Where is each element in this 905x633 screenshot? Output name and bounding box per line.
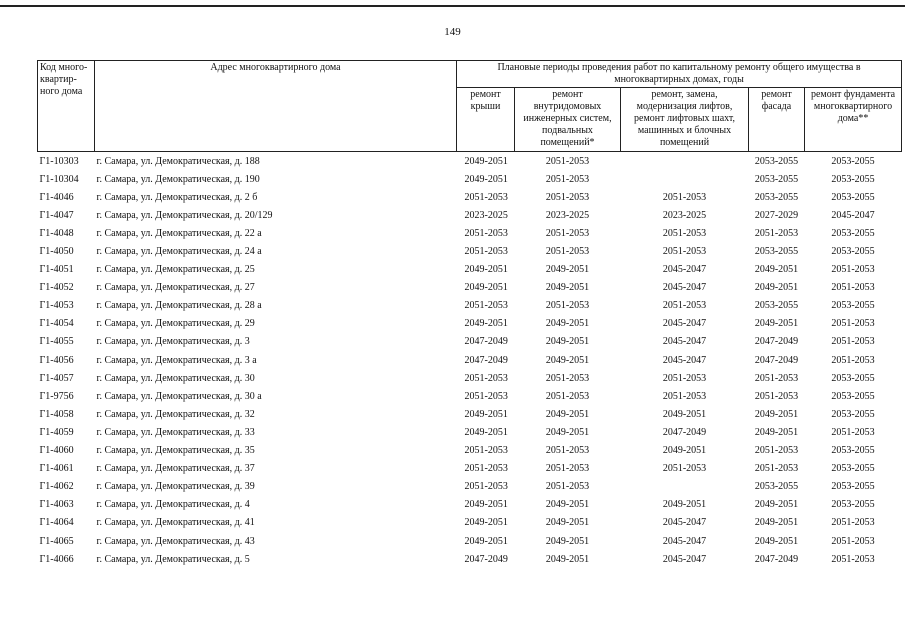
house-code-cell: Г1-10303 bbox=[39, 155, 79, 167]
header-elevator-repair: ремонт, замена, модернизация лифтов, ремонт лифтовых шахт, машинных и блочных помещений bbox=[621, 88, 749, 152]
facade-period-cell: 2051-2053 bbox=[754, 463, 799, 475]
facade-period-cell: 2047-2049 bbox=[754, 553, 799, 565]
table-row bbox=[38, 405, 902, 423]
table-row bbox=[38, 152, 902, 171]
elevator-period-cell: 2045-2047 bbox=[662, 282, 707, 294]
internal-systems-period-cell: 2049-2051 bbox=[545, 517, 590, 529]
table-row bbox=[38, 333, 902, 351]
elevator-period-cell: 2051-2053 bbox=[662, 227, 707, 239]
house-code-cell: Г1-4064 bbox=[39, 517, 74, 529]
foundation-period-cell: 2053-2055 bbox=[831, 372, 875, 384]
address-cell: г. Самара, ул. Демократическая, д. 39 bbox=[96, 481, 255, 493]
top-rule bbox=[0, 5, 905, 7]
house-code-cell: Г1-4051 bbox=[39, 264, 74, 276]
foundation-period-cell: 2053-2055 bbox=[831, 408, 875, 420]
house-code-cell: Г1-4050 bbox=[39, 246, 74, 258]
house-code-cell: Г1-4047 bbox=[39, 209, 74, 221]
roof-period-cell: 2049-2051 bbox=[464, 318, 508, 330]
table-body bbox=[38, 152, 902, 569]
roof-period-cell: 2051-2053 bbox=[464, 463, 508, 475]
address-cell: г. Самара, ул. Демократическая, д. 24 а bbox=[96, 246, 262, 258]
header-planned-periods: Плановые периоды проведения работ по капитальному ремонту общего имущества в многоквартирных домах, годы bbox=[457, 61, 902, 88]
elevator-period-cell bbox=[621, 170, 749, 188]
internal-systems-period-cell: 2051-2053 bbox=[545, 481, 590, 493]
address-cell: г. Самара, ул. Демократическая, д. 22 а bbox=[96, 227, 262, 239]
house-code-cell: Г1-4053 bbox=[39, 300, 74, 312]
internal-systems-period-cell: 2049-2051 bbox=[545, 535, 590, 547]
foundation-period-cell: 2053-2055 bbox=[831, 445, 875, 457]
facade-period-cell: 2051-2053 bbox=[754, 445, 799, 457]
foundation-period-cell: 2045-2047 bbox=[831, 209, 875, 221]
elevator-period-cell: 2051-2053 bbox=[662, 390, 707, 402]
facade-period-cell: 2051-2053 bbox=[754, 227, 799, 239]
facade-period-cell: 2027-2029 bbox=[754, 209, 799, 221]
internal-systems-period-cell: 2023-2025 bbox=[545, 209, 590, 221]
elevator-period-cell bbox=[621, 152, 749, 171]
roof-period-cell: 2051-2053 bbox=[464, 390, 508, 402]
facade-period-cell: 2051-2053 bbox=[754, 390, 799, 402]
table-row bbox=[38, 532, 902, 550]
internal-systems-period-cell: 2051-2053 bbox=[545, 372, 590, 384]
elevator-period-cell: 2047-2049 bbox=[662, 426, 707, 438]
facade-period-cell: 2053-2055 bbox=[754, 173, 799, 185]
foundation-period-cell: 2051-2053 bbox=[831, 535, 875, 547]
table-row bbox=[38, 315, 902, 333]
house-code-cell: Г1-4052 bbox=[39, 282, 74, 294]
roof-period-cell: 2049-2051 bbox=[464, 282, 508, 294]
address-cell: г. Самара, ул. Демократическая, д. 20/129 bbox=[96, 209, 273, 221]
internal-systems-period-cell: 2049-2051 bbox=[545, 408, 590, 420]
facade-period-cell: 2053-2055 bbox=[754, 481, 799, 493]
facade-period-cell: 2049-2051 bbox=[754, 318, 799, 330]
foundation-period-cell: 2053-2055 bbox=[831, 155, 875, 167]
house-code-cell: Г1-10304 bbox=[39, 173, 79, 185]
table-row bbox=[38, 423, 902, 441]
table-row bbox=[38, 550, 902, 568]
facade-period-cell: 2051-2053 bbox=[754, 372, 799, 384]
internal-systems-period-cell: 2049-2051 bbox=[545, 336, 590, 348]
address-cell: г. Самара, ул. Демократическая, д. 41 bbox=[96, 517, 255, 529]
address-cell: г. Самара, ул. Демократическая, д. 5 bbox=[96, 553, 250, 565]
facade-period-cell: 2053-2055 bbox=[754, 246, 799, 258]
address-cell: г. Самара, ул. Демократическая, д. 2 б bbox=[96, 191, 258, 203]
address-cell: г. Самара, ул. Демократическая, д. 43 bbox=[96, 535, 255, 547]
foundation-period-cell: 2053-2055 bbox=[831, 246, 875, 258]
internal-systems-period-cell: 2049-2051 bbox=[545, 426, 590, 438]
facade-period-cell: 2047-2049 bbox=[754, 336, 799, 348]
header-roof-repair: ремонт крыши bbox=[457, 88, 515, 152]
internal-systems-period-cell: 2049-2051 bbox=[545, 553, 590, 565]
internal-systems-period-cell: 2049-2051 bbox=[545, 282, 590, 294]
table-row bbox=[38, 351, 902, 369]
foundation-period-cell: 2053-2055 bbox=[831, 191, 875, 203]
address-cell: г. Самара, ул. Демократическая, д. 37 bbox=[96, 463, 255, 475]
elevator-period-cell: 2049-2051 bbox=[662, 445, 707, 457]
internal-systems-period-cell: 2051-2053 bbox=[545, 191, 590, 203]
foundation-period-cell: 2051-2053 bbox=[831, 426, 875, 438]
house-code-cell: Г1-4046 bbox=[39, 191, 74, 203]
facade-period-cell: 2053-2055 bbox=[754, 155, 799, 167]
facade-period-cell: 2053-2055 bbox=[754, 300, 799, 312]
table-row bbox=[38, 188, 902, 206]
elevator-period-cell: 2045-2047 bbox=[662, 553, 707, 565]
house-code-cell: Г1-4058 bbox=[39, 408, 74, 420]
header-facade-repair: ремонт фасада bbox=[749, 88, 805, 152]
foundation-period-cell: 2051-2053 bbox=[831, 264, 875, 276]
address-cell: г. Самара, ул. Демократическая, д. 190 bbox=[96, 173, 260, 185]
roof-period-cell: 2051-2053 bbox=[464, 445, 508, 457]
internal-systems-period-cell: 2049-2051 bbox=[545, 264, 590, 276]
internal-systems-period-cell: 2051-2053 bbox=[545, 227, 590, 239]
address-cell: г. Самара, ул. Демократическая, д. 33 bbox=[96, 426, 255, 438]
table-row bbox=[38, 297, 902, 315]
capital-repair-schedule-table bbox=[37, 60, 902, 568]
internal-systems-period-cell: 2051-2053 bbox=[545, 445, 590, 457]
facade-period-cell: 2049-2051 bbox=[754, 408, 799, 420]
house-code-cell: Г1-4062 bbox=[39, 481, 74, 493]
elevator-period-cell: 2051-2053 bbox=[662, 372, 707, 384]
address-cell: г. Самара, ул. Демократическая, д. 30 bbox=[96, 372, 255, 384]
table-row bbox=[38, 224, 902, 242]
internal-systems-period-cell: 2049-2051 bbox=[545, 318, 590, 330]
elevator-period-cell: 2045-2047 bbox=[662, 354, 707, 366]
roof-period-cell: 2051-2053 bbox=[464, 300, 508, 312]
foundation-period-cell: 2053-2055 bbox=[831, 300, 875, 312]
foundation-period-cell: 2051-2053 bbox=[831, 517, 875, 529]
house-code-cell: Г1-4066 bbox=[39, 553, 74, 565]
foundation-period-cell: 2053-2055 bbox=[831, 173, 875, 185]
table-row bbox=[38, 170, 902, 188]
house-code-cell: Г1-4061 bbox=[39, 463, 74, 475]
table-row bbox=[38, 279, 902, 297]
roof-period-cell: 2051-2053 bbox=[464, 191, 508, 203]
facade-period-cell: 2049-2051 bbox=[754, 426, 799, 438]
house-code-cell: Г1-4059 bbox=[39, 426, 74, 438]
roof-period-cell: 2051-2053 bbox=[464, 481, 508, 493]
foundation-period-cell: 2051-2053 bbox=[831, 553, 875, 565]
internal-systems-period-cell: 2049-2051 bbox=[545, 354, 590, 366]
elevator-period-cell: 2049-2051 bbox=[662, 499, 707, 511]
address-cell: г. Самара, ул. Демократическая, д. 32 bbox=[96, 408, 255, 420]
roof-period-cell: 2047-2049 bbox=[464, 336, 508, 348]
facade-period-cell: 2049-2051 bbox=[754, 517, 799, 529]
foundation-period-cell: 2051-2053 bbox=[831, 282, 875, 294]
elevator-period-cell: 2045-2047 bbox=[662, 264, 707, 276]
foundation-period-cell: 2053-2055 bbox=[831, 390, 875, 402]
house-code-cell: Г1-4054 bbox=[39, 318, 74, 330]
elevator-period-cell bbox=[621, 478, 749, 496]
roof-period-cell: 2047-2049 bbox=[464, 354, 508, 366]
roof-period-cell: 2051-2053 bbox=[464, 246, 508, 258]
house-code-cell: Г1-4055 bbox=[39, 336, 74, 348]
foundation-period-cell: 2053-2055 bbox=[831, 499, 875, 511]
address-cell: г. Самара, ул. Демократическая, д. 3 а bbox=[96, 354, 257, 366]
header-internal-systems-repair: ремонт внутридомовых инженерных систем, подвальных помещений* bbox=[515, 88, 621, 152]
internal-systems-period-cell: 2051-2053 bbox=[545, 155, 590, 167]
foundation-period-cell: 2051-2053 bbox=[831, 318, 875, 330]
internal-systems-period-cell: 2051-2053 bbox=[545, 463, 590, 475]
roof-period-cell: 2049-2051 bbox=[464, 264, 508, 276]
house-code-cell: Г1-4065 bbox=[39, 535, 74, 547]
elevator-period-cell: 2045-2047 bbox=[662, 535, 707, 547]
table-row bbox=[38, 478, 902, 496]
facade-period-cell: 2053-2055 bbox=[754, 191, 799, 203]
table-row bbox=[38, 261, 902, 279]
address-cell: г. Самара, ул. Демократическая, д. 28 а bbox=[96, 300, 262, 312]
address-cell: г. Самара, ул. Демократическая, д. 4 bbox=[96, 499, 250, 511]
header-address: Адрес многоквартирного дома bbox=[95, 61, 457, 152]
table-row bbox=[38, 369, 902, 387]
address-cell: г. Самара, ул. Демократическая, д. 3 bbox=[96, 336, 250, 348]
roof-period-cell: 2049-2051 bbox=[464, 155, 508, 167]
facade-period-cell: 2049-2051 bbox=[754, 499, 799, 511]
house-code-cell: Г1-4057 bbox=[39, 372, 74, 384]
table-row bbox=[38, 496, 902, 514]
foundation-period-cell: 2051-2053 bbox=[831, 354, 875, 366]
foundation-period-cell: 2051-2053 bbox=[831, 336, 875, 348]
internal-systems-period-cell: 2049-2051 bbox=[545, 499, 590, 511]
house-code-cell: Г1-4060 bbox=[39, 445, 74, 457]
address-cell: г. Самара, ул. Демократическая, д. 27 bbox=[96, 282, 255, 294]
roof-period-cell: 2047-2049 bbox=[464, 553, 508, 565]
address-cell: г. Самара, ул. Демократическая, д. 35 bbox=[96, 445, 255, 457]
house-code-cell: Г1-9756 bbox=[39, 390, 74, 402]
roof-period-cell: 2049-2051 bbox=[464, 408, 508, 420]
facade-period-cell: 2049-2051 bbox=[754, 535, 799, 547]
elevator-period-cell: 2045-2047 bbox=[662, 336, 707, 348]
internal-systems-period-cell: 2051-2053 bbox=[545, 173, 590, 185]
roof-period-cell: 2049-2051 bbox=[464, 426, 508, 438]
elevator-period-cell: 2051-2053 bbox=[662, 191, 707, 203]
roof-period-cell: 2051-2053 bbox=[464, 372, 508, 384]
facade-period-cell: 2047-2049 bbox=[754, 354, 799, 366]
roof-period-cell: 2049-2051 bbox=[464, 173, 508, 185]
elevator-period-cell: 2045-2047 bbox=[662, 318, 707, 330]
elevator-period-cell: 2051-2053 bbox=[662, 463, 707, 475]
facade-period-cell: 2049-2051 bbox=[754, 264, 799, 276]
elevator-period-cell: 2051-2053 bbox=[662, 246, 707, 258]
roof-period-cell: 2051-2053 bbox=[464, 227, 508, 239]
address-cell: г. Самара, ул. Демократическая, д. 30 а bbox=[96, 390, 262, 402]
house-code-cell: Г1-4056 bbox=[39, 354, 74, 366]
internal-systems-period-cell: 2051-2053 bbox=[545, 390, 590, 402]
roof-period-cell: 2049-2051 bbox=[464, 535, 508, 547]
elevator-period-cell: 2049-2051 bbox=[662, 408, 707, 420]
page-number: 149 bbox=[444, 26, 461, 38]
table-row bbox=[38, 387, 902, 405]
house-code-cell: Г1-4063 bbox=[39, 499, 74, 511]
table-row bbox=[38, 206, 902, 224]
elevator-period-cell: 2051-2053 bbox=[662, 300, 707, 312]
house-code-cell: Г1-4048 bbox=[39, 227, 74, 239]
facade-period-cell: 2049-2051 bbox=[754, 282, 799, 294]
foundation-period-cell: 2053-2055 bbox=[831, 463, 875, 475]
address-cell: г. Самара, ул. Демократическая, д. 29 bbox=[96, 318, 255, 330]
header-foundation-repair: ремонт фундамента многоквартирного дома** bbox=[805, 88, 902, 152]
foundation-period-cell: 2053-2055 bbox=[831, 481, 875, 493]
elevator-period-cell: 2023-2025 bbox=[662, 209, 707, 221]
table-row bbox=[38, 514, 902, 532]
address-cell: г. Самара, ул. Демократическая, д. 25 bbox=[96, 264, 255, 276]
address-cell: г. Самара, ул. Демократическая, д. 188 bbox=[96, 155, 260, 167]
internal-systems-period-cell: 2051-2053 bbox=[545, 300, 590, 312]
elevator-period-cell: 2045-2047 bbox=[662, 517, 707, 529]
roof-period-cell: 2049-2051 bbox=[464, 517, 508, 529]
table-row bbox=[38, 442, 902, 460]
header-house-code: Код много- квартир- ного дома bbox=[38, 61, 95, 152]
roof-period-cell: 2049-2051 bbox=[464, 499, 508, 511]
table-row bbox=[38, 242, 902, 260]
roof-period-cell: 2023-2025 bbox=[464, 209, 508, 221]
internal-systems-period-cell: 2051-2053 bbox=[545, 246, 590, 258]
foundation-period-cell: 2053-2055 bbox=[831, 227, 875, 239]
table-row bbox=[38, 460, 902, 478]
